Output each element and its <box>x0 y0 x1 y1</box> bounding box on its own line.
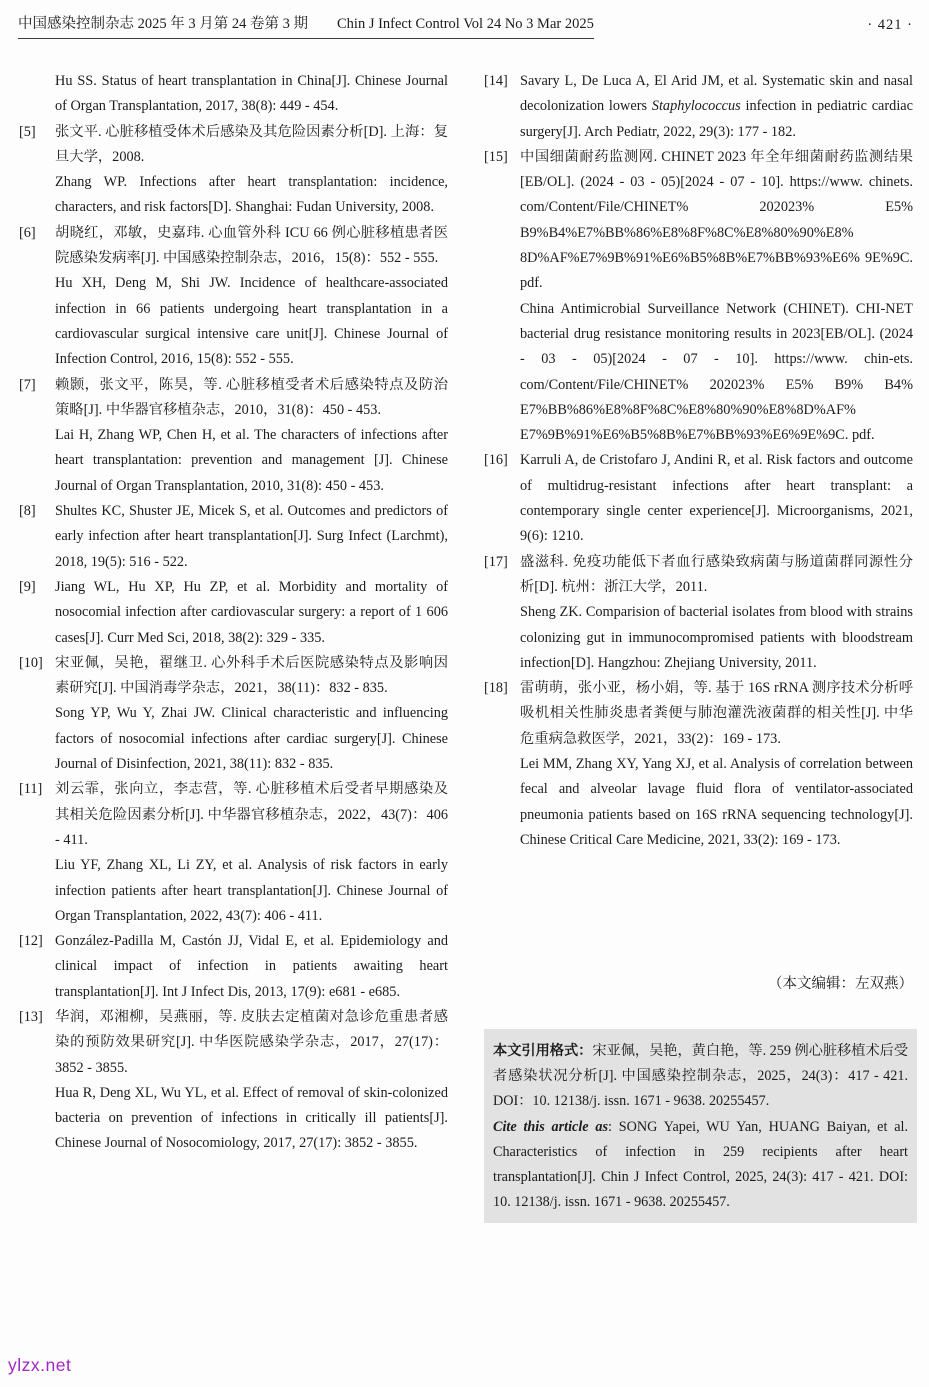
reference-item <box>19 120 448 221</box>
reference-paragraph <box>55 651 448 702</box>
text-run: Hua R, Deng XL, Wu YL, et al. Effect of removal of skin-colonized bacteria on prevention of infections in critically ill patients[J]. Chinese Journal of Nosocomiology, 2017, 27(17): 3852 - 3855. <box>55 1084 448 1152</box>
text-run: 赖颢，张文平，陈昊，等. 心脏移植受者术后感染特点及防治策略[J]. 中华器官移植杂志，2010，31(8)：450 - 453. <box>55 376 448 418</box>
reference-paragraph <box>55 69 448 120</box>
reference-number: [18] <box>484 680 508 697</box>
reference-paragraph <box>55 120 448 171</box>
reference-text <box>55 651 448 777</box>
reference-paragraph <box>55 1081 448 1157</box>
reference-paragraph <box>520 69 913 145</box>
reference-item <box>19 651 448 777</box>
reference-text <box>55 777 448 929</box>
reference-text <box>520 69 913 145</box>
reference-paragraph <box>55 499 448 575</box>
reference-text <box>55 929 448 1005</box>
citation-chinese <box>493 1039 908 1115</box>
reference-paragraph <box>55 575 448 651</box>
reference-item <box>19 69 448 120</box>
reference-text <box>55 499 448 575</box>
reference-item <box>19 575 448 651</box>
reference-number: [7] <box>19 376 36 393</box>
text-run: : SONG Yapei, WU Yan, HUANG Baiyan, et al. Characteristics of infection in 259 recipients after heart transplantation[J]. Chin J Infect Control, 2025, 24(3): 417 - 421. DOI: 10. 12138/j. issn. 1671 - 9638. 20255457. <box>493 1118 908 1211</box>
citation-english <box>493 1115 908 1216</box>
reference-text <box>520 550 913 676</box>
reference-paragraph <box>520 676 913 752</box>
bold-text-run: 本文引用格式： <box>493 1043 593 1059</box>
text-run: Hu SS. Status of heart transplantation in China[J]. Chinese Journal of Organ Transplantation, 2017, 38(8): 449 - 454. <box>55 73 448 115</box>
reference-paragraph <box>55 701 448 777</box>
text-run: 华润，邓湘柳，吴燕丽，等. 皮肤去定植菌对急诊危重患者感染的预防效果研究[J]. 中华医院感染学杂志，2017，27(17)：3852 - 3855. <box>55 1008 448 1076</box>
text-run: Song YP, Wu Y, Zhai JW. Clinical characteristic and influencing factors of nosocomial infections after cardiac surgery[J]. Chinese Journal of Disinfection, 2021, 38(11): 832 - 835. <box>55 705 448 773</box>
text-run: 刘云霏，张向立，李志营，等. 心脏移植术后受者早期感染及其相关危险因素分析[J]. 中华器官移植杂志，2022，43(7)：406 - 411. <box>55 781 448 848</box>
reference-text <box>520 145 913 449</box>
reference-number: [10] <box>19 654 43 671</box>
editor-note: （本文编辑：左双燕） <box>768 976 913 992</box>
reference-item <box>19 929 448 1005</box>
reference-paragraph <box>55 221 448 272</box>
text-run: infection in pediatric cardiac surgery[J]. Arch Pediatr, 2022, 29(3): 177 - 182. <box>520 98 913 140</box>
reference-text <box>520 448 913 549</box>
text-run: 宋亚佩，吴艳，黄白艳，等. 259 例心脏移植术后受者感染状况分析[J]. 中国感染控制杂志，2025，24(3)：417 - 421. DOI：10. 12138/j. issn. 1671 - 9638. 20255457. <box>493 1043 909 1110</box>
text-run: Zhang WP. Infections after heart transplantation: incidence, characters, and risk factors[D]. Shanghai: Fudan University, 2008. <box>55 174 448 216</box>
journal-title-line: 中国感染控制杂志 2025 年 3 月第 24 卷第 3 期 Chin J Infect Control Vol 24 No 3 Mar 2025 <box>18 12 594 39</box>
text-run: González-Padilla M, Castón JJ, Vidal E, et al. Epidemiology and clinical impact of infection in patients awaiting heart transplantation[J]. Int J Infect Dis, 2013, 17(9): e681 - e685. <box>55 933 448 1000</box>
citation-box <box>484 1029 917 1223</box>
reference-number: [16] <box>484 452 508 469</box>
reference-item <box>19 373 448 499</box>
reference-text <box>55 1005 448 1157</box>
reference-paragraph <box>520 297 913 449</box>
page-header <box>18 12 913 39</box>
text-run: China Antimicrobial Surveillance Network (CHINET). CHI-NET bacterial drug resistance monitoring results in 2023[EB/OL]. (2024 - 03 - 05)[2024 - 07 - 10]. https://www. chin-ets. com/Content/File/CHINET% 202023% E5% B9% B4% E7%BB%86%E8%8F%8C%E8%80%90%E8%8D%AF% E7%9B%91%E6%B5%8B%E7%BB%93%E6%9E%9C. pdf. <box>520 300 913 444</box>
reference-item <box>19 777 448 929</box>
reference-number: [12] <box>19 933 43 950</box>
text-run: 张文平. 心脏移植受体术后感染及其危险因素分析[D]. 上海：复旦大学，2008. <box>55 123 448 165</box>
reference-number: [15] <box>484 148 508 165</box>
reference-paragraph <box>55 373 448 424</box>
reference-number: [9] <box>19 578 36 595</box>
reference-text <box>55 373 448 499</box>
reference-paragraph <box>55 423 448 499</box>
page-number: · 421 · <box>867 17 913 33</box>
watermark-text: ylzx.net <box>8 1355 72 1375</box>
reference-item <box>484 69 913 145</box>
text-run: 中国细菌耐药监测网. CHINET 2023 年全年细菌耐药监测结果[EB/OL]. (2024 - 03 - 05)[2024 - 07 - 10]. https://www. chinets. com/Content/File/CHINET% 202023% E5% B9%B4%E7%BB%86%E8%8F%8C%E8%80%90%E8% 8D%AF%E7%9B%91%E6%B5%8B%E7%BB%93%E6% 9E%9C. pdf. <box>520 148 913 292</box>
reference-item <box>484 550 913 676</box>
reference-paragraph <box>55 1005 448 1081</box>
reference-paragraph <box>520 600 913 676</box>
reference-item <box>19 499 448 575</box>
reference-paragraph <box>55 929 448 1005</box>
reference-item <box>484 676 913 853</box>
reference-paragraph <box>55 170 448 221</box>
reference-paragraph <box>520 145 913 297</box>
text-run: Lai H, Zhang WP, Chen H, et al. The characters of infections after heart transplantation: prevention and management [J]. Chinese Journal of Organ Transplantation, 2010, 31(8): 450 - 453. <box>55 427 448 494</box>
text-run: Liu YF, Zhang XL, Li ZY, et al. Analysis of risk factors in early infection patients after heart transplantation[J]. Chinese Journal of Organ Transplantation, 2022, 43(7): 406 - 411. <box>55 857 448 924</box>
text-run: Hu XH, Deng M, Shi JW. Incidence of healthcare-associated infection in 66 patients undergoing heart transplantation in a cardiovascular surgical intensive care unit[J]. Chinese Journal of Infection Control, 2016, 15(8): 552 - 555. <box>55 275 448 368</box>
italic-text-run: Staphylococcus <box>651 98 741 115</box>
references-column-right <box>484 69 913 853</box>
text-run: Shultes KC, Shuster JE, Micek S, et al. Outcomes and predictors of early infection after heart transplantation[J]. Surg Infect (Larchmt), 2018, 19(5): 516 - 522. <box>55 503 448 570</box>
text-run: Jiang WL, Hu XP, Hu ZP, et al. Morbidity and mortality of nosocomial infection after cardiovascular surgery: a report of 1 606 cases[J]. Curr Med Sci, 2018, 38(2): 329 - 335. <box>55 578 448 646</box>
reference-item <box>484 448 913 549</box>
reference-text <box>520 676 913 853</box>
text-run: 雷萌萌，张小亚，杨小娟，等. 基于 16S rRNA 测序技术分析呼吸机相关性肺炎患者粪便与肺泡灌洗液菌群的相关性[J]. 中华危重病急救医学，2021，33(2)：169 - 173. <box>520 680 913 747</box>
reference-text <box>55 120 448 221</box>
text-run: 胡晓红，邓敏，史嘉玮. 心血管外科 ICU 66 例心脏移植患者医院感染发病率[J]. 中国感染控制杂志，2016，15(8)：552 - 555. <box>55 224 448 267</box>
reference-paragraph <box>520 752 913 853</box>
reference-paragraph <box>55 777 448 853</box>
text-run: Savary L, De Luca A, El Arid JM, et al. Systematic skin and nasal decolonization lowers <box>520 73 913 115</box>
reference-number: [17] <box>484 553 508 570</box>
reference-paragraph <box>55 271 448 372</box>
reference-number: [6] <box>19 224 36 241</box>
reference-number: [14] <box>484 73 508 89</box>
text-run: Karruli A, de Cristofaro J, Andini R, et al. Risk factors and outcome of multidrug-resistant infections after heart transplant: a contemporary single center experience[J]. Microorganisms, 2021, 9(6): 1210. <box>520 452 913 545</box>
text-run: 宋亚佩，吴艳，翟继卫. 心外科手术后医院感染特点及影响因素研究[J]. 中国消毒学杂志，2021，38(11)：832 - 835. <box>55 654 448 697</box>
reference-item <box>484 145 913 449</box>
text-run: Sheng ZK. Comparision of bacterial isolates from blood with strains colonizing gut in immunocompromised patients with bloodstream infection[D]. Hangzhou: Zhejiang University, 2011. <box>520 604 913 671</box>
reference-text <box>55 221 448 373</box>
reference-paragraph <box>520 448 913 549</box>
italic-text-run: Cite this article as <box>493 1118 608 1135</box>
reference-number: [5] <box>19 123 36 140</box>
reference-number: [13] <box>19 1008 43 1025</box>
reference-paragraph <box>520 550 913 601</box>
reference-paragraph <box>55 853 448 929</box>
reference-number: [11] <box>19 781 43 798</box>
reference-item <box>19 221 448 373</box>
text-run: 盛滋科. 免疫功能低下者血行感染致病菌与肠道菌群同源性分析[D]. 杭州：浙江大学，2011. <box>520 553 913 595</box>
text-run: Lei MM, Zhang XY, Yang XJ, et al. Analysis of correlation between fecal and alveolar lavage fluid flora of ventilator-associated pneumonia patients based on 16S rRNA sequencing technology[J]. Chinese Critical Care Medicine, 2021, 33(2): 169 - 173. <box>520 756 913 848</box>
reference-text <box>55 575 448 651</box>
reference-item <box>19 1005 448 1157</box>
references-column-left <box>19 69 448 1157</box>
reference-number: [8] <box>19 503 36 520</box>
reference-text <box>55 69 448 120</box>
